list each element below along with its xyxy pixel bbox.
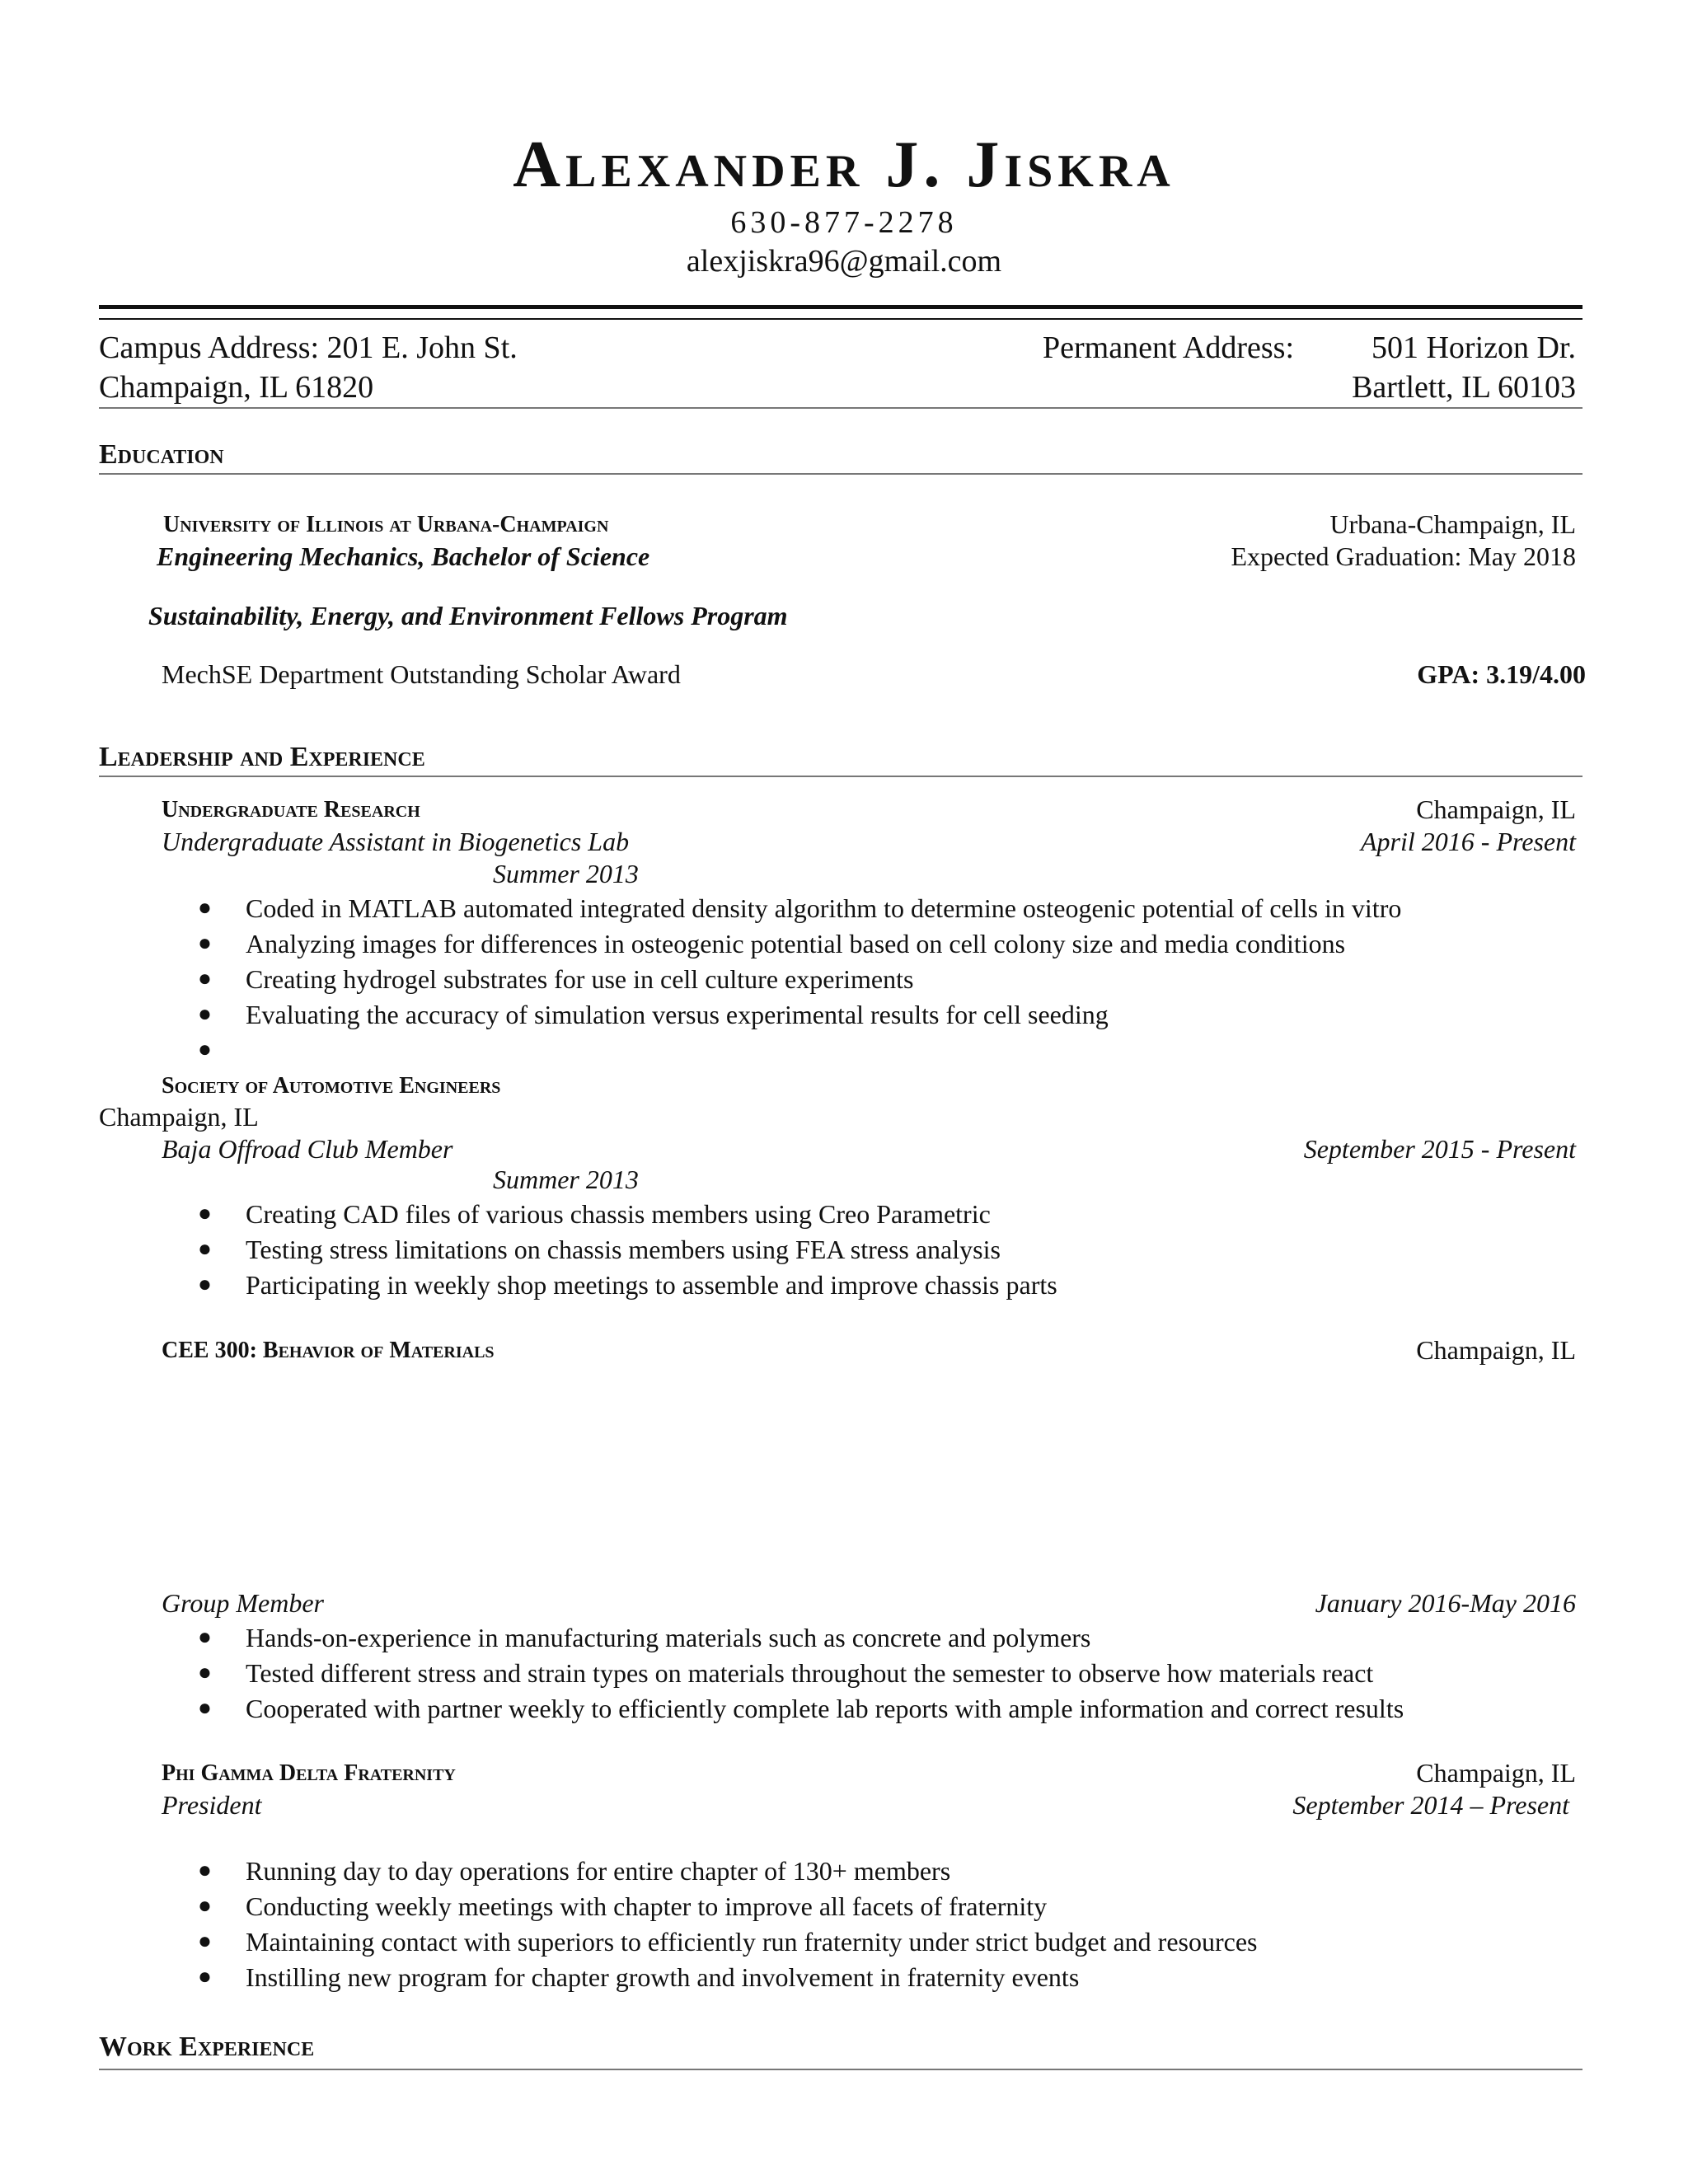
permanent-address-street: 501 Horizon Dr. bbox=[1371, 330, 1576, 365]
education-divider bbox=[99, 473, 1582, 475]
bullet-marker: ● bbox=[198, 1660, 212, 1685]
bullet-marker: ● bbox=[198, 1272, 212, 1297]
fraternity-location: Champaign, IL bbox=[1416, 1758, 1576, 1788]
sae-bullet: Participating in weekly shop meetings to assemble and improve chassis parts bbox=[246, 1270, 1057, 1300]
resume-name: Alexander J. Jiskra bbox=[513, 129, 1175, 201]
phone-number: 630-877-2278 bbox=[730, 205, 958, 240]
cee-bullet: Tested different stress and strain types on materials throughout the semester to observe how materials react bbox=[246, 1658, 1374, 1688]
research-location: Champaign, IL bbox=[1416, 794, 1576, 824]
bullet-marker: ● bbox=[198, 1929, 212, 1954]
sae-dates: September 2015 - Present bbox=[1303, 1134, 1576, 1164]
sae-org: Society of Automotive Engineers bbox=[162, 1073, 501, 1099]
bullet-marker: ● bbox=[198, 1964, 212, 1990]
research-bullet: Coded in MATLAB automated integrated density algorithm to determine osteogenic potential of cells in vitro bbox=[246, 893, 1402, 923]
sae-role: Baja Offroad Club Member bbox=[162, 1134, 453, 1164]
header-divider-thin bbox=[99, 318, 1582, 320]
research-bullet: Evaluating the accuracy of simulation versus experimental results for cell seeding bbox=[246, 1000, 1109, 1029]
bullet-marker: ● bbox=[198, 1201, 212, 1226]
bullet-marker: ● bbox=[198, 1858, 212, 1883]
cee-role: Group Member bbox=[162, 1588, 324, 1618]
work-heading: Work Experience bbox=[99, 2032, 315, 2062]
permanent-address-city: Bartlett, IL 60103 bbox=[1352, 370, 1576, 405]
fraternity-bullet: Running day to day operations for entire chapter of 130+ members bbox=[246, 1856, 951, 1886]
fraternity-role: President bbox=[162, 1790, 262, 1820]
bullet-marker: ● bbox=[198, 1624, 212, 1650]
campus-address-line1: Campus Address: 201 E. John St. bbox=[99, 330, 518, 365]
graduation-date: Expected Graduation: May 2018 bbox=[1231, 541, 1576, 571]
research-note: Summer 2013 bbox=[493, 859, 639, 888]
research-role: Undergraduate Assistant in Biogenetics Lab bbox=[162, 827, 630, 856]
fraternity-bullet: Conducting weekly meetings with chapter to improve all facets of fraternity bbox=[246, 1891, 1048, 1921]
scholar-award: MechSE Department Outstanding Scholar Award bbox=[162, 659, 681, 689]
fraternity-org: Phi Gamma Delta Fraternity bbox=[162, 1760, 456, 1786]
leadership-heading: Leadership and Experience bbox=[99, 742, 425, 772]
address-divider bbox=[99, 407, 1582, 409]
leadership-divider bbox=[99, 776, 1582, 777]
cee-dates: January 2016-May 2016 bbox=[1315, 1588, 1576, 1618]
sae-bullet: Testing stress limitations on chassis members using FEA stress analysis bbox=[246, 1235, 1001, 1264]
header-divider-thick bbox=[99, 305, 1582, 309]
research-bullet: Analyzing images for differences in osteogenic potential based on cell colony size and media conditions bbox=[246, 929, 1346, 958]
fraternity-dates: September 2014 – Present bbox=[1292, 1790, 1569, 1820]
fraternity-bullet: Instilling new program for chapter growth and involvement in fraternity events bbox=[246, 1962, 1080, 1992]
bullet-marker: ● bbox=[198, 1893, 212, 1919]
bullet-marker: ● bbox=[198, 966, 212, 991]
cee-org: CEE 300: Behavior of Materials bbox=[162, 1338, 495, 1363]
bullet-marker: ● bbox=[198, 1236, 212, 1262]
education-heading: Education bbox=[99, 439, 224, 470]
bullet-marker: ● bbox=[198, 1695, 212, 1721]
bullet-marker: ● bbox=[198, 930, 212, 956]
permanent-address-label: Permanent Address: bbox=[1043, 330, 1295, 365]
degree: Engineering Mechanics, Bachelor of Science bbox=[157, 541, 650, 571]
sae-bullet: Creating CAD files of various chassis members using Creo Parametric bbox=[246, 1199, 991, 1229]
sae-location: Champaign, IL bbox=[99, 1102, 259, 1132]
bullet-marker: ● bbox=[198, 1001, 212, 1027]
campus-address-line2: Champaign, IL 61820 bbox=[99, 370, 374, 405]
fraternity-bullet: Maintaining contact with superiors to efficiently run fraternity under strict budget and resources bbox=[246, 1927, 1258, 1957]
work-divider bbox=[99, 2069, 1582, 2070]
bullet-marker: ● bbox=[198, 1037, 212, 1062]
research-dates: April 2016 - Present bbox=[1361, 827, 1576, 856]
research-org: Undergraduate Research bbox=[162, 797, 420, 823]
sae-note: Summer 2013 bbox=[493, 1165, 639, 1194]
cee-bullet: Hands-on-experience in manufacturing materials such as concrete and polymers bbox=[246, 1623, 1091, 1652]
school-name: University of Illinois at Urbana-Champaign bbox=[163, 512, 609, 537]
research-bullet: Creating hydrogel substrates for use in cell culture experiments bbox=[246, 964, 914, 994]
cee-bullet: Cooperated with partner weekly to efficiently complete lab reports with ample information and correct results bbox=[246, 1694, 1404, 1723]
cee-location: Champaign, IL bbox=[1416, 1335, 1576, 1365]
school-location: Urbana-Champaign, IL bbox=[1329, 509, 1576, 539]
bullet-marker: ● bbox=[198, 895, 212, 921]
fellows-program: Sustainability, Energy, and Environment Fellows Program bbox=[148, 601, 788, 630]
gpa: GPA: 3.19/4.00 bbox=[1417, 659, 1586, 689]
email-address: alexjiskra96@gmail.com bbox=[686, 244, 1002, 279]
